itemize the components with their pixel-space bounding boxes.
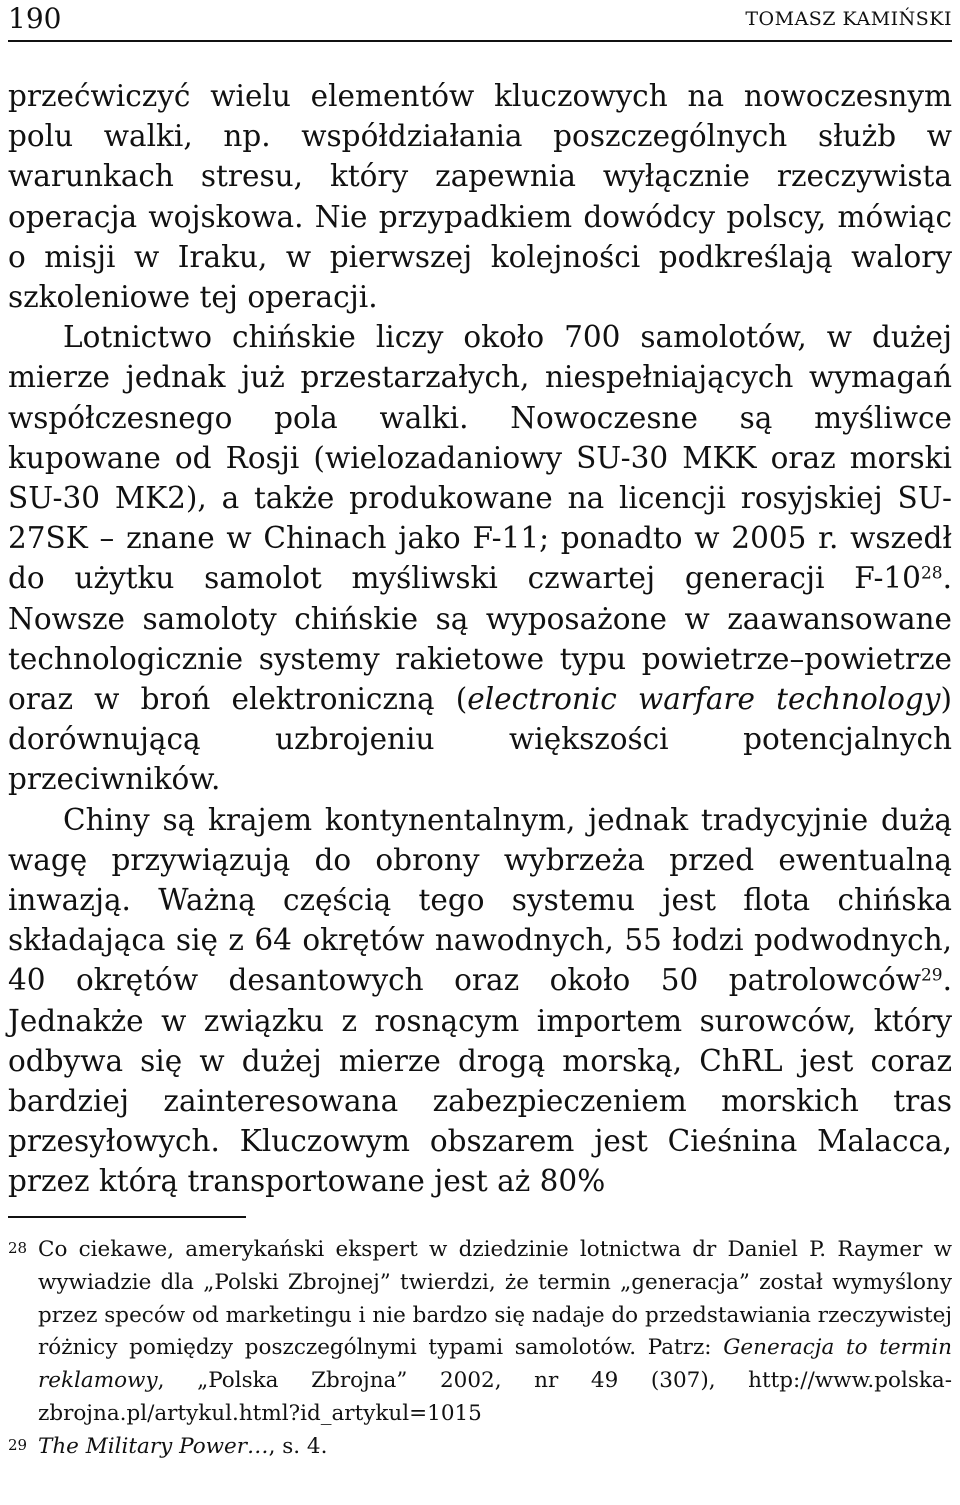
footnote-ref-29[interactable]: 29 <box>920 966 943 987</box>
page-header <box>8 0 952 42</box>
footnote-29-text-b: , s. 4. <box>268 1433 328 1459</box>
footnote-29-italic: The Military Power… <box>38 1433 269 1459</box>
paragraph-1 <box>8 76 952 317</box>
body-text <box>8 76 952 1202</box>
footnote-separator <box>8 1216 246 1218</box>
footnotes <box>8 1234 952 1464</box>
footnote-29 <box>8 1431 952 1464</box>
footnote-28-text-b: , „Polska Zbrojna” 2002, nr 49 (307), http://www.polska-zbrojna.pl/artykul.html?id_artykul=1015 <box>38 1368 952 1426</box>
footnote-28-text-a: Co ciekawe, amerykański ekspert w dziedzinie lotnictwa dr Daniel P. Raymer w wywiadzie dla „Polski Zbrojnej” twierdzi, że termin „generacja” został wymyślony przez speców od marketingu i nie bardzo się nadaje do przedstawiania rzeczywistej różnicy pomiędzy poszczególnymi typami samolotów. Patrz: <box>38 1237 952 1361</box>
paragraph-3-text-a: Chiny są krajem kontynentalnym, jednak tradycyjnie dużą wagę przywiązują do obrony wybrzeża przed ewentualną inwazją. Ważną częścią tego systemu jest flota chińska składająca się z 64 okrętów nawodnych, 55 łodzi podwodnych, 40 okrętów desantowych oraz około 50 patrolowców <box>8 802 952 998</box>
paragraph-2 <box>8 317 952 799</box>
paragraph-2-italic: electronic warfare technology <box>467 682 941 717</box>
paragraph-2-text-c: ) dorównującą uzbrojeniu większości potencjalnych przeciwników. <box>8 682 952 797</box>
footnote-29-mark: 29 <box>8 1435 28 1454</box>
paragraph-2-text-b: . Nowsze samoloty chińskie są wyposażone w zaawansowane technologicznie systemy rakietowe typu powietrze–powietrze oraz w broń elektroniczną ( <box>8 561 952 717</box>
footnote-ref-28[interactable]: 28 <box>920 564 943 585</box>
paragraph-3 <box>8 800 952 1202</box>
footnote-28-mark: 28 <box>8 1239 28 1257</box>
footnote-28 <box>8 1234 952 1431</box>
running-head: TOMASZ KAMIŃSKI <box>745 8 952 30</box>
footnote-28-italic: Generacja to termin reklamowy <box>38 1335 952 1394</box>
paragraph-3-text-b: . Jednakże w związku z rosnącym importem surowców, który odbywa się w dużej mierze drogą morską, ChRL jest coraz bardziej zainteresowana zabezpieczeniem morskich tras przesyłowych. Kluczowym obszarem jest Cieśnina Malacca, przez którą transportowane jest aż 80% <box>8 963 952 1199</box>
paragraph-2-text-a: Lotnictwo chińskie liczy około 700 samolotów, w dużej mierze jednak już przestarzałych, niespełniających wymagań współczesnego pola walki. Nowoczesne są myśliwce kupowane od Rosji (wielozadaniowy SU-30 MKK oraz morski SU-30 MK2), a także produkowane na licencji rosyjskiej SU-27SK – znane w Chinach jako F-11; ponadto w 2005 r. wszedł do użytku samolot myśliwski czwartej generacji F-10 <box>8 320 952 596</box>
paragraph-1-text: przećwiczyć wielu elementów kluczowych na nowoczesnym polu walki, np. współdziałania poszczególnych służb w warunkach stresu, który zapewnia wyłącznie rzeczywista operacja wojskowa. Nie przypadkiem dowódcy polscy, mówiąc o misji w Iraku, w pierwszej kolejności podkreślają walory szkoleniowe tej operacji. <box>8 79 952 315</box>
page-number: 190 <box>8 2 62 35</box>
